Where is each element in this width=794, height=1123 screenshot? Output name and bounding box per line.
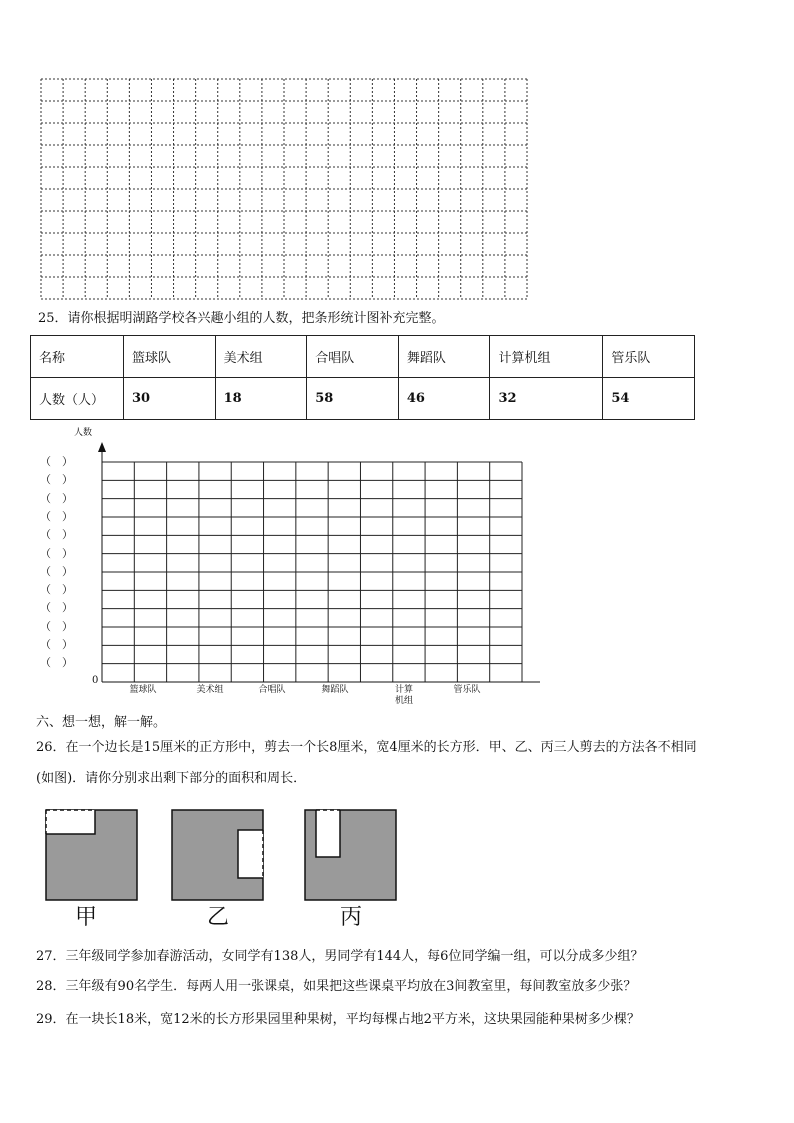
table-cell: 名称: [31, 336, 124, 378]
y-scale-blank[interactable]: （ ）: [40, 564, 73, 578]
y-scale-blank[interactable]: （ ）: [40, 656, 73, 670]
figure-label-jia: 甲: [75, 905, 98, 930]
category-label: 管乐队: [453, 685, 481, 695]
category-label: 美术组: [196, 685, 224, 695]
category-label: 舞蹈队: [321, 685, 349, 695]
y-scale-blank[interactable]: （ ）: [40, 546, 73, 560]
y-scale-blank[interactable]: （ ）: [40, 619, 73, 633]
y-scale-blank[interactable]: （ ）: [40, 638, 73, 651]
figure-bing: [305, 810, 396, 900]
table-cell: 美术组: [215, 336, 307, 378]
question-26-line1: 26．在一个边长是15厘米的正方形中，剪去一个长8厘米，宽4厘米的长方形．甲、乙、丙三人剪去的方法各不相同: [36, 740, 697, 755]
table-cell: 篮球队: [124, 336, 216, 378]
question-28: 28．三年级有90名学生．每两人用一张课桌，如果把这些课桌平均放在3间教室里，每间教室放多少张？: [36, 979, 637, 994]
y-scale-blank[interactable]: （ ）: [40, 528, 73, 542]
y-scale-blank[interactable]: （ ）: [40, 601, 73, 615]
table-cell: 54: [603, 378, 695, 420]
table-cell: 46: [398, 378, 490, 420]
table-row: [31, 378, 695, 420]
dotted-grid: [40, 78, 530, 302]
interest-group-table: [30, 335, 695, 420]
table-cell: 合唱队: [307, 336, 399, 378]
y-axis-arrow: [98, 442, 106, 452]
table-cell: 30: [124, 378, 216, 420]
y-scale-blank[interactable]: （ ）: [40, 455, 73, 468]
cut-figures: [40, 805, 410, 905]
table-cell: 计算机组: [490, 336, 603, 378]
y-scale-blank[interactable]: （ ）: [40, 583, 73, 597]
figure-jia: [46, 810, 137, 900]
figure-yi: [172, 810, 263, 900]
y-axis-title: 人数: [74, 428, 93, 438]
y-scale-blank[interactable]: （ ）: [40, 509, 73, 523]
section-6-heading: 六、想一想，解一解。: [36, 715, 167, 730]
table-cell: 人数（人）: [31, 378, 124, 420]
table-cell: 管乐队: [603, 336, 695, 378]
table-header-row: [31, 336, 695, 378]
category-label: 篮球队: [129, 685, 157, 695]
category-label: 计算 机组: [394, 685, 413, 706]
question-25-prompt: 25．请你根据明湖路学校各兴趣小组的人数，把条形统计图补充完整。: [38, 311, 445, 326]
figure-label-bing: 丙: [340, 905, 363, 930]
category-label: 合唱队: [258, 685, 286, 695]
question-29: 29．在一块长18米，宽12米的长方形果园里种果树，平均每棵占地2平方米，这块果园能种果树多少棵？: [36, 1012, 640, 1027]
table-cell: 18: [215, 378, 307, 420]
y-scale-blank[interactable]: （ ）: [40, 491, 73, 505]
question-26-line2: (如图)．请你分别求出剩下部分的面积和周长．: [36, 771, 307, 786]
table-cell: 32: [490, 378, 603, 420]
question-27: 27．三年级同学参加春游活动，女同学有138人，男同学有144人，每6位同学编一组，可以分成多少组？: [36, 949, 644, 964]
origin-label: 0: [92, 675, 99, 686]
y-scale-blank[interactable]: （ ）: [40, 473, 73, 487]
figure-label-yi: 乙: [207, 905, 230, 930]
table-cell: 舞蹈队: [398, 336, 490, 378]
table-cell: 58: [307, 378, 399, 420]
blank-bar-chart: [85, 440, 545, 690]
